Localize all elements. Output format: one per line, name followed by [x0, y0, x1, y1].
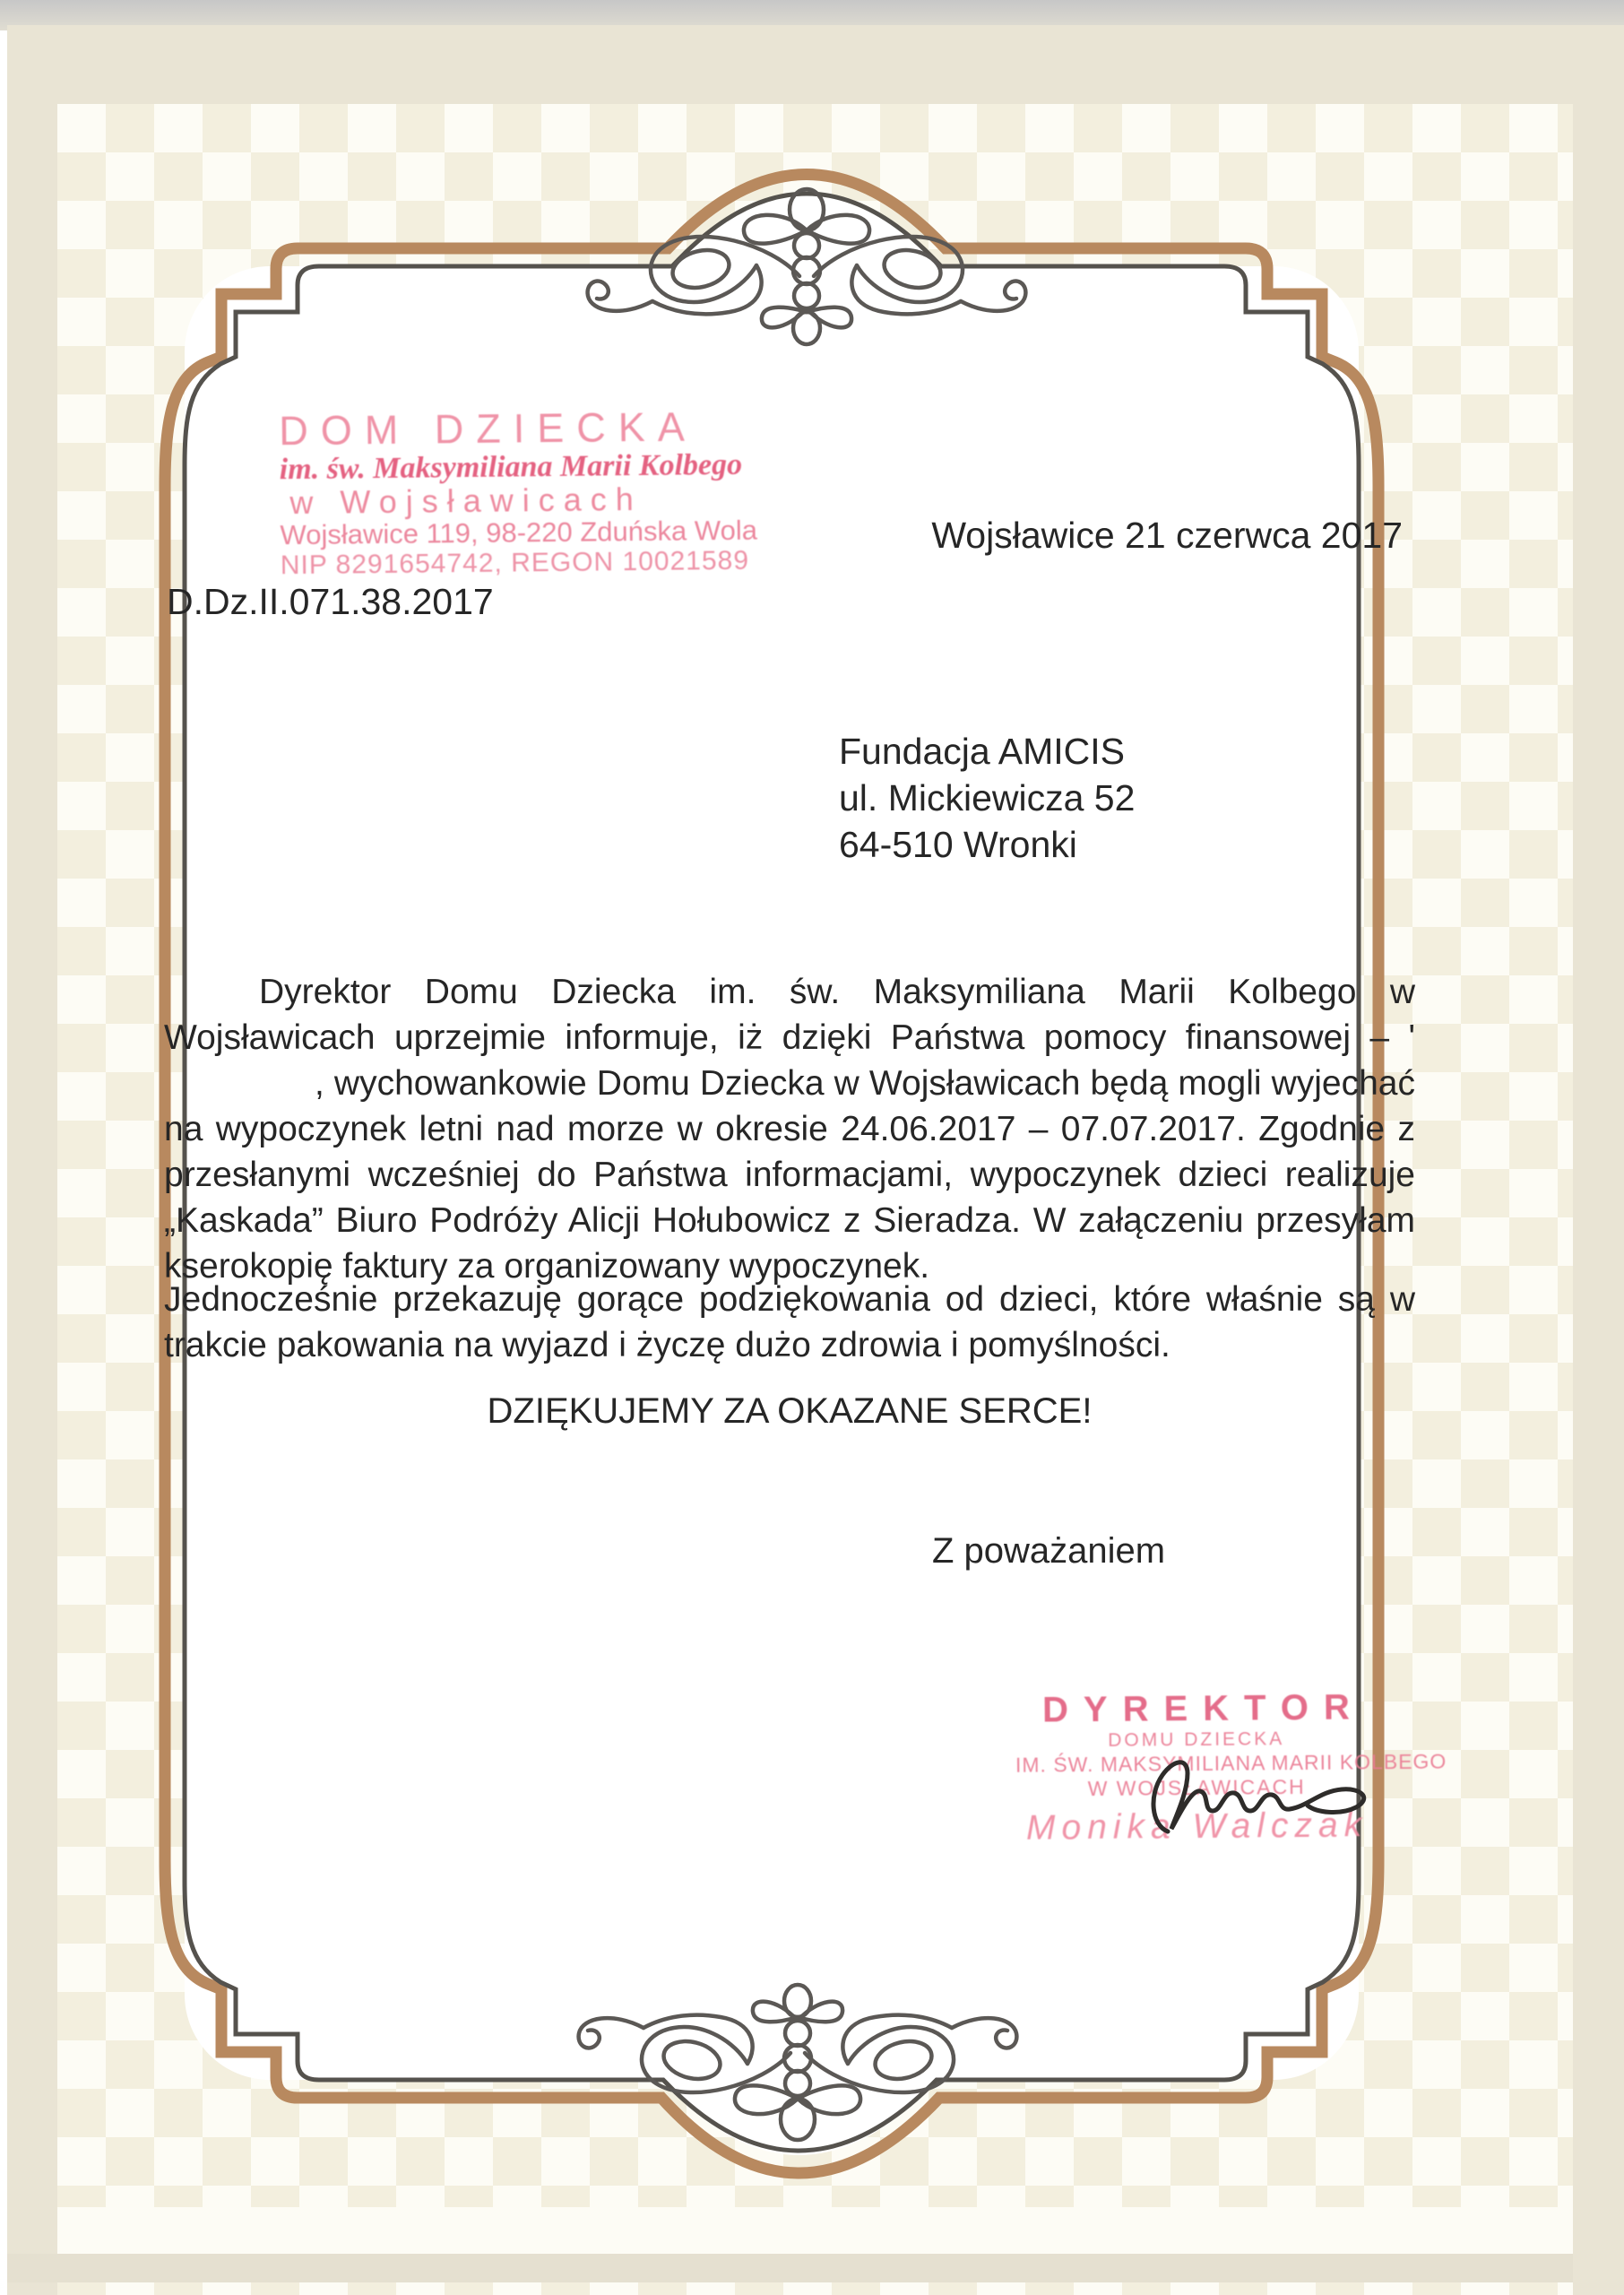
stamp-address-line: Wojsławice 119, 98-220 Zduńska Wola [280, 514, 758, 551]
recipient-city: 64-510 Wronki [839, 824, 1077, 865]
institution-ink-stamp [278, 403, 758, 581]
stamp-nip-regon-line: NIP 8291654742, REGON 10021589 [280, 545, 750, 581]
stamp-institution-name: DOM DZIECKA [278, 403, 698, 455]
stamp-director-title: DYREKTOR [1041, 1687, 1365, 1730]
closing-salutation: Z poważaniem [932, 1531, 1166, 1571]
paragraph-1-text-after-redaction: , wychowankowie Domu Dziecka w Wojsławicach będą mogli wyjechać na wypoczynek letni nad morze w okresie 24.06.2017 – 07.07.2017. Zgodnie z przesłanymi wcześniej do Państwa informacjami, wypoczynek dzieci realizuje „Kaskada” Biuro Podróży Alicji Hołubowicz z Sieradza. W załączeniu przesyłam kserokopię faktury za organizowany wypoczynek. [164, 1064, 1415, 1286]
handwritten-signature [1116, 1746, 1394, 1854]
stamp-patron-line: im. św. Maksymiliana Marii Kolbego [279, 447, 743, 487]
recipient-address-block [839, 728, 1135, 868]
reference-number: D.Dz.II.071.38.2017 [167, 581, 494, 622]
body-paragraph-2: Jednocześnie przekazuję gorące podziękowania od dzieci, które właśnie są w trakcie pakowania na wyjazd i życzę dużo zdrowia i pomyślności. [164, 1280, 1415, 1364]
thank-you-line: DZIĘKUJEMY ZA OKAZANE SERCE! [487, 1391, 1093, 1431]
place-and-date: Wojsławice 21 czerwca 2017 [931, 515, 1403, 556]
stamp-director-line3: W WOJSŁAWICACH [1087, 1774, 1306, 1801]
recipient-street: ul. Mickiewicza 52 [839, 777, 1136, 818]
stamp-director-line1: DOMU DZIECKA [1108, 1728, 1285, 1751]
recipient-name: Fundacja AMICIS [839, 731, 1126, 772]
stamp-location-line: w Wojsławicach [289, 480, 643, 522]
paragraph-1-text-before-redaction: Dyrektor Domu Dziecka im. św. Maksymiliana Marii Kolbego w Wojsławicach uprzejmie informuje, iż dzięki Państwa pomocy finansowej – ' [164, 973, 1415, 1057]
stamp-director-line2: IM. ŚW. MAKSYMILIANA MARII KOLBEGO [1015, 1749, 1447, 1777]
body-paragraph-1 [164, 969, 1415, 1289]
stamp-director-name: Monika Walczak [1025, 1806, 1369, 1848]
